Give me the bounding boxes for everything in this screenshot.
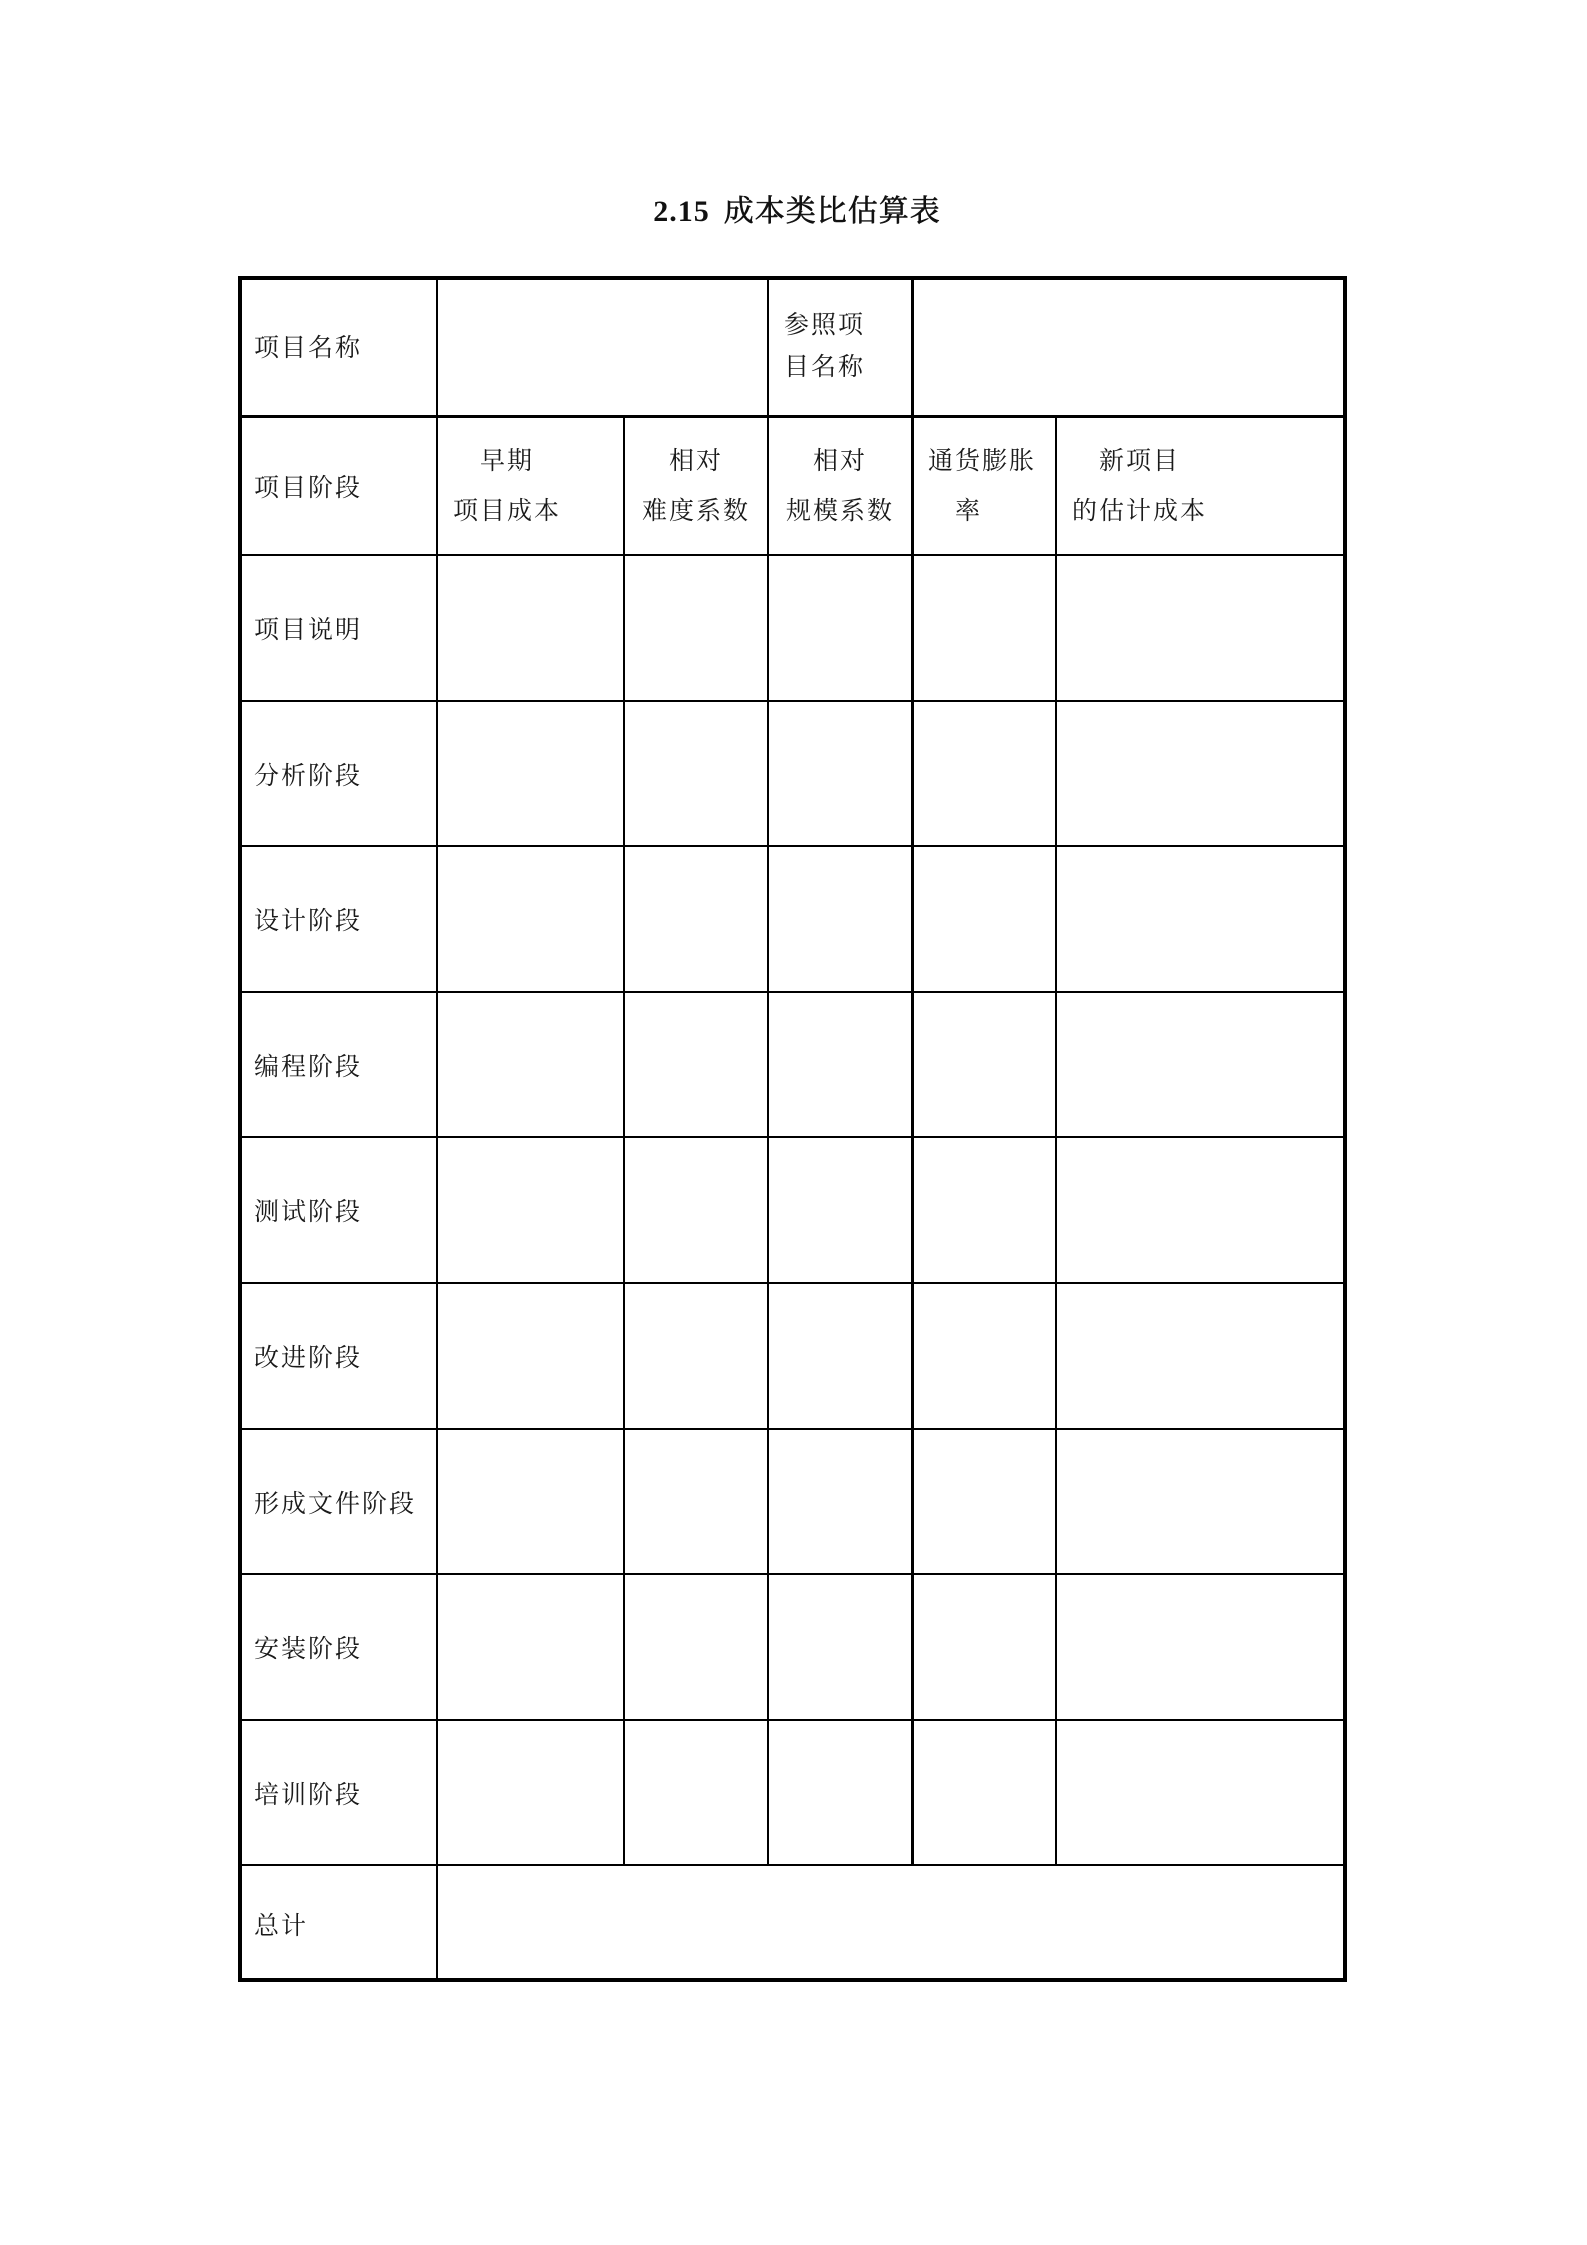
grid-line bbox=[238, 415, 1347, 418]
column-header-inflation-rate bbox=[912, 416, 1056, 555]
page-title bbox=[0, 192, 1587, 232]
total-field[interactable] bbox=[437, 1865, 1347, 1982]
table-cell-inflation-rate[interactable] bbox=[912, 555, 1056, 701]
row-label-text: 安装阶段 bbox=[254, 1634, 363, 1663]
column-header-text bbox=[642, 436, 750, 536]
table-cell-early-project-cost[interactable] bbox=[437, 1429, 624, 1574]
column-header-new-project-estimated-cost bbox=[1056, 416, 1347, 555]
table-cell-inflation-rate[interactable] bbox=[912, 701, 1056, 846]
table-cell-relative-scale-factor[interactable] bbox=[768, 1574, 912, 1720]
column-header-text-line: 相对 bbox=[812, 445, 867, 475]
column-header-text bbox=[786, 436, 894, 536]
grid-line bbox=[238, 1573, 1347, 1575]
table-cell-new-project-estimated-cost[interactable] bbox=[1056, 701, 1347, 846]
row-label bbox=[238, 992, 437, 1137]
column-header-text-line: 通货膨胀 bbox=[928, 445, 1037, 475]
row-label-text: 项目说明 bbox=[254, 615, 363, 644]
column-header-early-project-cost bbox=[437, 416, 624, 555]
table-cell-inflation-rate[interactable] bbox=[912, 1283, 1056, 1429]
table-cell-relative-scale-factor[interactable] bbox=[768, 846, 912, 992]
table-cell-relative-scale-factor[interactable] bbox=[768, 992, 912, 1137]
reference-project-label bbox=[768, 276, 912, 416]
row-label bbox=[238, 846, 437, 992]
grid-line bbox=[767, 276, 769, 1865]
cost-estimate-table bbox=[238, 276, 1347, 1982]
column-header-text-line: 难度系数 bbox=[641, 495, 750, 525]
row-label bbox=[238, 1574, 437, 1720]
table-cell-early-project-cost[interactable] bbox=[437, 1720, 624, 1865]
project-name-label-text: 项目名称 bbox=[254, 333, 363, 362]
row-label bbox=[238, 1283, 437, 1429]
table-cell-early-project-cost[interactable] bbox=[437, 555, 624, 701]
grid-line bbox=[238, 554, 1347, 556]
table-cell-relative-scale-factor[interactable] bbox=[768, 555, 912, 701]
grid-line bbox=[238, 991, 1347, 993]
row-label-text: 设计阶段 bbox=[254, 906, 363, 935]
table-cell-new-project-estimated-cost[interactable] bbox=[1056, 1429, 1347, 1574]
row-label bbox=[238, 1429, 437, 1574]
table-cell-relative-difficulty-factor[interactable] bbox=[624, 701, 768, 846]
grid-line bbox=[1055, 416, 1057, 1865]
row-label bbox=[238, 1720, 437, 1865]
grid-line bbox=[623, 416, 625, 1865]
table-cell-new-project-estimated-cost[interactable] bbox=[1056, 846, 1347, 992]
table-cell-relative-scale-factor[interactable] bbox=[768, 701, 912, 846]
table-cell-relative-difficulty-factor[interactable] bbox=[624, 555, 768, 701]
row-label-text: 培训阶段 bbox=[254, 1779, 363, 1809]
table-cell-inflation-rate[interactable] bbox=[912, 992, 1056, 1137]
table-cell-relative-scale-factor[interactable] bbox=[768, 1429, 912, 1574]
project-name-label bbox=[238, 276, 437, 416]
project-name-field[interactable] bbox=[437, 276, 768, 416]
table-cell-relative-difficulty-factor[interactable] bbox=[624, 1283, 768, 1429]
row-label-text: 改进阶段 bbox=[254, 1343, 363, 1372]
reference-project-label-text-line: 参照项 bbox=[784, 310, 866, 339]
row-label bbox=[238, 555, 437, 701]
table-cell-inflation-rate[interactable] bbox=[912, 1720, 1056, 1865]
table-cell-inflation-rate[interactable] bbox=[912, 846, 1056, 992]
table-cell-early-project-cost[interactable] bbox=[437, 1574, 624, 1720]
table-cell-early-project-cost[interactable] bbox=[437, 1283, 624, 1429]
phase-header-text: 项目阶段 bbox=[254, 472, 363, 502]
row-label-text: 形成文件阶段 bbox=[254, 1488, 417, 1518]
column-header-relative-difficulty-factor bbox=[624, 416, 768, 555]
reference-project-label-text bbox=[784, 304, 865, 388]
grid-line bbox=[238, 1282, 1347, 1284]
grid-line bbox=[911, 276, 914, 1865]
phase-header-label bbox=[238, 416, 437, 555]
table-cell-relative-difficulty-factor[interactable] bbox=[624, 1574, 768, 1720]
table-cell-new-project-estimated-cost[interactable] bbox=[1056, 555, 1347, 701]
column-header-text-line: 早期 bbox=[453, 445, 535, 475]
column-header-text-line: 的估计成本 bbox=[1072, 495, 1208, 525]
table-cell-early-project-cost[interactable] bbox=[437, 701, 624, 846]
reference-project-label-text-line: 目名称 bbox=[784, 352, 866, 381]
total-label-text: 总计 bbox=[254, 1910, 309, 1940]
column-header-relative-scale-factor bbox=[768, 416, 912, 555]
column-header-text-line: 项目成本 bbox=[453, 495, 562, 525]
table-cell-relative-scale-factor[interactable] bbox=[768, 1720, 912, 1865]
table-cell-early-project-cost[interactable] bbox=[437, 1137, 624, 1283]
table-cell-relative-difficulty-factor[interactable] bbox=[624, 992, 768, 1137]
grid-line bbox=[238, 1136, 1347, 1138]
column-header-text-line: 新项目 bbox=[1072, 445, 1181, 475]
table-cell-new-project-estimated-cost[interactable] bbox=[1056, 1137, 1347, 1283]
table-cell-inflation-rate[interactable] bbox=[912, 1574, 1056, 1720]
title-text: 成本类比估算表 bbox=[723, 194, 941, 229]
table-cell-relative-difficulty-factor[interactable] bbox=[624, 846, 768, 992]
total-label bbox=[238, 1865, 437, 1982]
row-label-text: 测试阶段 bbox=[254, 1197, 363, 1226]
column-header-text bbox=[928, 436, 1036, 536]
row-label-text: 分析阶段 bbox=[254, 760, 363, 790]
table-cell-early-project-cost[interactable] bbox=[437, 992, 624, 1137]
table-cell-new-project-estimated-cost[interactable] bbox=[1056, 1720, 1347, 1865]
grid-line bbox=[238, 700, 1347, 702]
table-cell-relative-scale-factor[interactable] bbox=[768, 1137, 912, 1283]
table-cell-inflation-rate[interactable] bbox=[912, 1429, 1056, 1574]
table-cell-new-project-estimated-cost[interactable] bbox=[1056, 992, 1347, 1137]
table-cell-relative-scale-factor[interactable] bbox=[768, 1283, 912, 1429]
table-cell-inflation-rate[interactable] bbox=[912, 1137, 1056, 1283]
row-label bbox=[238, 701, 437, 846]
grid-line bbox=[238, 845, 1347, 847]
table-cell-relative-difficulty-factor[interactable] bbox=[624, 1720, 768, 1865]
grid-line bbox=[238, 1864, 1347, 1866]
reference-project-field[interactable] bbox=[912, 276, 1347, 416]
grid-line bbox=[238, 1719, 1347, 1721]
table-cell-early-project-cost[interactable] bbox=[437, 846, 624, 992]
table-cell-new-project-estimated-cost[interactable] bbox=[1056, 1574, 1347, 1720]
grid-line bbox=[436, 276, 438, 1982]
title-number: 2.15 bbox=[653, 195, 710, 228]
column-header-text-line: 率 bbox=[928, 495, 983, 525]
column-header-text-line: 规模系数 bbox=[785, 495, 894, 525]
grid-line bbox=[238, 1428, 1347, 1430]
table-cell-relative-difficulty-factor[interactable] bbox=[624, 1137, 768, 1283]
column-header-text-line: 相对 bbox=[668, 445, 723, 475]
column-header-text bbox=[1072, 436, 1207, 536]
table-cell-new-project-estimated-cost[interactable] bbox=[1056, 1283, 1347, 1429]
row-label-text: 编程阶段 bbox=[254, 1051, 363, 1081]
table-cell-relative-difficulty-factor[interactable] bbox=[624, 1429, 768, 1574]
column-header-text bbox=[453, 436, 561, 536]
row-label bbox=[238, 1137, 437, 1283]
